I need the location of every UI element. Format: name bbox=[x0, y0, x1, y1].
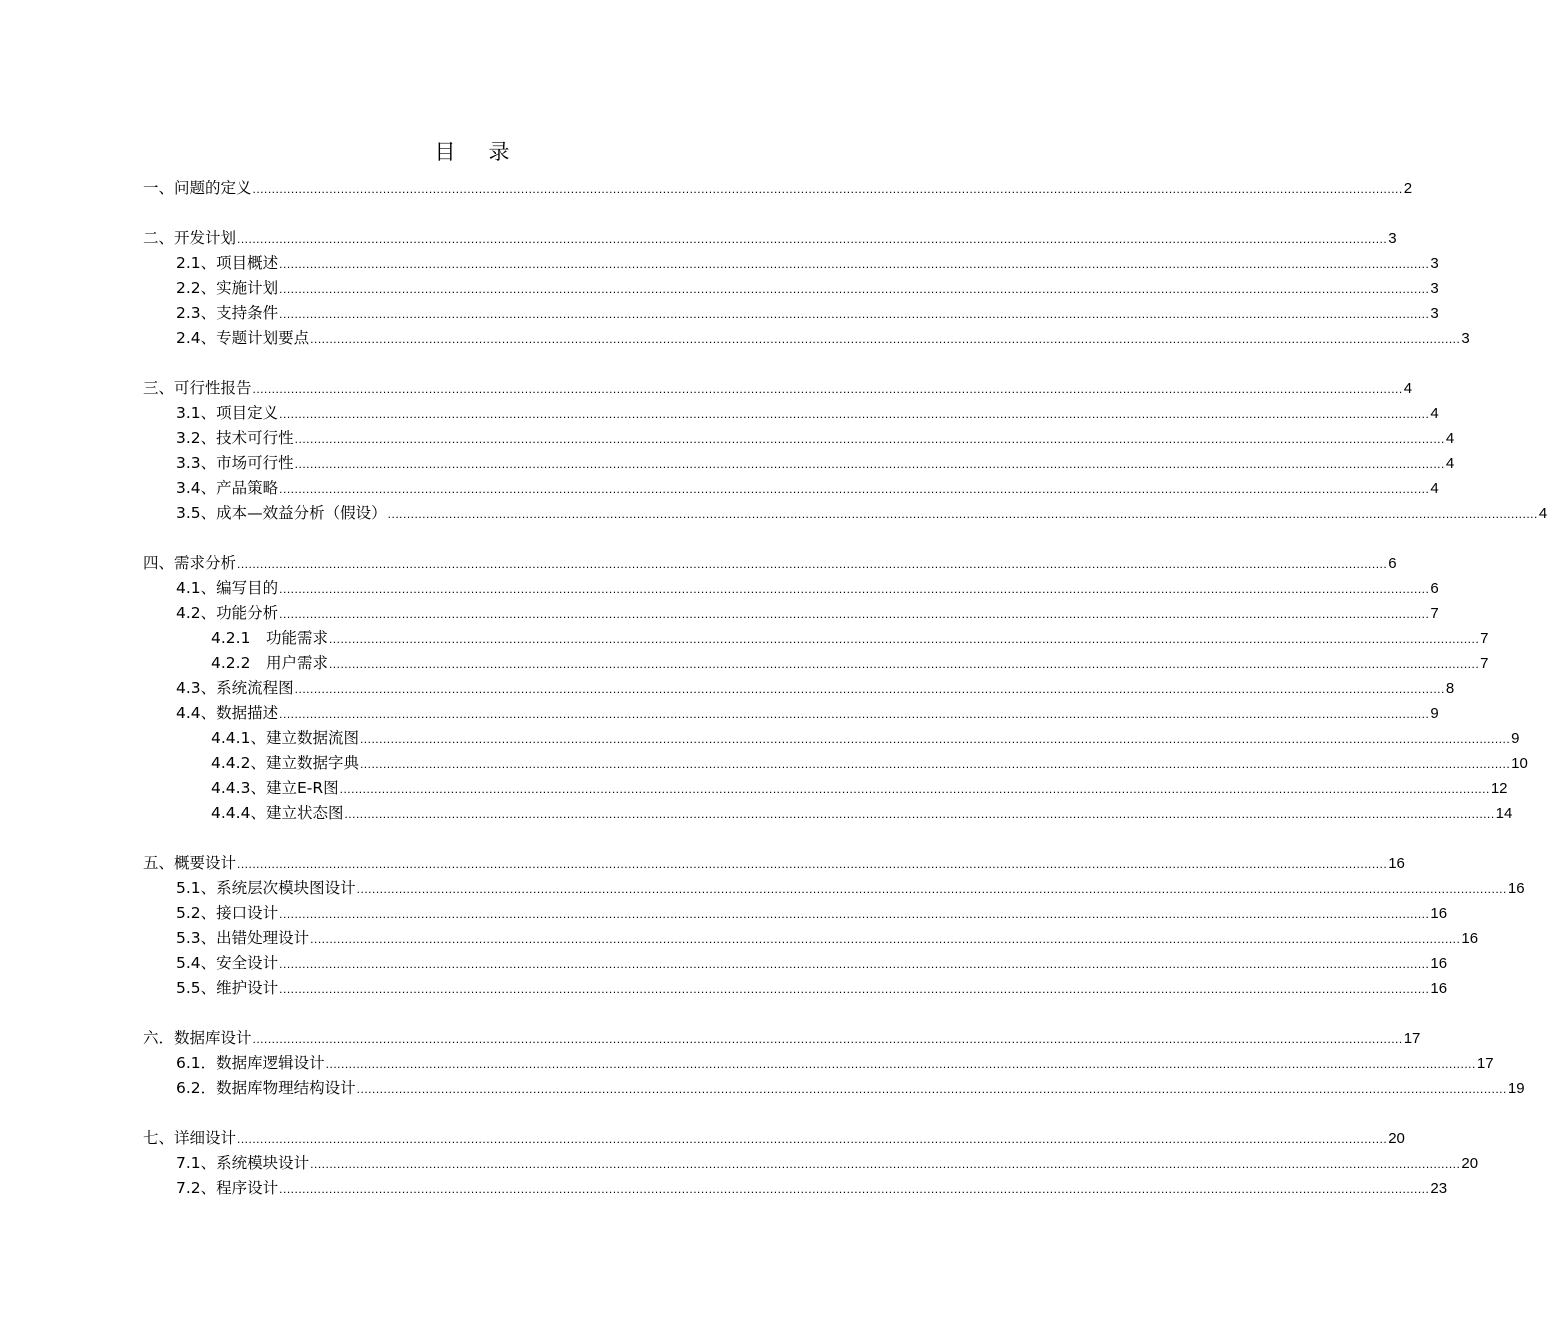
toc-entry-label: 4.4.1、建立数据流图 bbox=[211, 729, 359, 747]
toc-entry-label: 4.2、功能分析 bbox=[176, 604, 279, 622]
section-spacer bbox=[143, 1101, 806, 1126]
toc-entry-label: 4.4.3、建立E-R图 bbox=[211, 779, 339, 797]
section-spacer bbox=[143, 526, 806, 551]
toc-entry-page-number: 16 bbox=[1430, 955, 1448, 972]
toc-entry-label: 二、开发计划 bbox=[143, 229, 237, 247]
toc-entry[interactable] bbox=[143, 251, 1439, 276]
toc-entry-page-number: 6 bbox=[1430, 580, 1439, 597]
toc-entry-page-number: 16 bbox=[1461, 930, 1479, 947]
dot-leader: ............................................................................................................................................................................................................................................................................................................ bbox=[339, 782, 1490, 796]
toc-entry-label: 一、问题的定义 bbox=[143, 179, 252, 197]
dot-leader: ............................................................................................................................................................................................................................................................................................................ bbox=[279, 1182, 1430, 1196]
table-of-contents bbox=[143, 176, 1547, 1201]
toc-entry-page-number: 17 bbox=[1403, 1030, 1421, 1047]
toc-entry-page-number: 20 bbox=[1388, 1130, 1405, 1147]
dot-leader: ............................................................................................................................................................................................................................................................................................................ bbox=[279, 957, 1430, 971]
dot-leader: ............................................................................................................................................................................................................................................................................................................ bbox=[279, 982, 1430, 996]
dot-leader: ............................................................................................................................................................................................................................................................................................................ bbox=[294, 432, 1445, 446]
toc-entry-page-number: 23 bbox=[1430, 1180, 1448, 1197]
dot-leader: ............................................................................................................................................................................................................................................................................................................ bbox=[279, 482, 1430, 496]
toc-entry-page-number: 3 bbox=[1461, 330, 1470, 347]
toc-entry-label: 3.3、市场可行性 bbox=[176, 454, 294, 472]
dot-leader: ............................................................................................................................................................................................................................................................................................................ bbox=[325, 1057, 1476, 1071]
toc-entry[interactable] bbox=[143, 1126, 1405, 1151]
toc-entry[interactable] bbox=[143, 951, 1448, 976]
toc-entry-page-number: 4 bbox=[1403, 380, 1413, 397]
toc-entry-page-number: 7 bbox=[1430, 605, 1439, 622]
dot-leader: ............................................................................................................................................................................................................................................................................................................ bbox=[359, 757, 1511, 771]
toc-entry[interactable] bbox=[143, 376, 1413, 401]
section-spacer bbox=[143, 826, 806, 851]
toc-entry-page-number: 4 bbox=[1538, 505, 1547, 522]
toc-entry-label: 四、需求分析 bbox=[143, 554, 237, 572]
toc-entry-page-number: 16 bbox=[1430, 905, 1448, 922]
toc-entry-label: 7.1、系统模块设计 bbox=[176, 1154, 310, 1172]
toc-entry[interactable] bbox=[143, 501, 1547, 526]
toc-entry-label: 2.2、实施计划 bbox=[176, 279, 279, 297]
toc-entry-label: 六．数据库设计 bbox=[143, 1029, 252, 1047]
toc-entry[interactable] bbox=[143, 401, 1439, 426]
toc-entry[interactable] bbox=[143, 451, 1455, 476]
toc-entry-page-number: 6 bbox=[1388, 555, 1397, 572]
toc-entry[interactable] bbox=[143, 701, 1439, 726]
toc-entry[interactable] bbox=[143, 576, 1439, 601]
dot-leader: ............................................................................................................................................................................................................................................................................................................ bbox=[237, 232, 1388, 246]
toc-entry-label: 4.4、数据描述 bbox=[176, 704, 279, 722]
toc-entry-label: 三、可行性报告 bbox=[143, 379, 252, 397]
toc-entry-page-number: 14 bbox=[1495, 805, 1513, 822]
toc-entry[interactable] bbox=[143, 851, 1405, 876]
dot-leader: ............................................................................................................................................................................................................................................................................................................ bbox=[237, 1132, 1388, 1146]
toc-entry-page-number: 7 bbox=[1480, 655, 1489, 672]
toc-entry[interactable] bbox=[143, 976, 1448, 1001]
toc-entry-label: 3.1、项目定义 bbox=[176, 404, 279, 422]
toc-entry-label: 五、概要设计 bbox=[143, 854, 237, 872]
dot-leader: ............................................................................................................................................................................................................................................................................................................ bbox=[237, 557, 1388, 571]
toc-entry-label: 5.5、维护设计 bbox=[176, 979, 279, 997]
toc-entry[interactable] bbox=[143, 326, 1470, 351]
toc-entry-label: 6.2．数据库物理结构设计 bbox=[176, 1079, 356, 1097]
toc-entry-label: 6.1．数据库逻辑设计 bbox=[176, 1054, 325, 1072]
toc-entry[interactable] bbox=[143, 876, 1525, 901]
toc-entry[interactable] bbox=[143, 1076, 1525, 1101]
dot-leader: ............................................................................................................................................................................................................................................................................................................ bbox=[294, 457, 1445, 471]
toc-entry-label: 4.1、编写目的 bbox=[176, 579, 279, 597]
dot-leader: ............................................................................................................................................................................................................................................................................................................ bbox=[294, 682, 1445, 696]
toc-entry-page-number: 20 bbox=[1461, 1155, 1479, 1172]
toc-entry-label: 2.1、项目概述 bbox=[176, 254, 279, 272]
toc-entry-page-number: 19 bbox=[1507, 1080, 1525, 1097]
toc-entry-page-number: 7 bbox=[1480, 630, 1489, 647]
toc-entry-label: 5.4、安全设计 bbox=[176, 954, 279, 972]
dot-leader: ............................................................................................................................................................................................................................................................................................................ bbox=[387, 507, 1538, 521]
toc-entry-page-number: 17 bbox=[1476, 1055, 1494, 1072]
dot-leader: ............................................................................................................................................................................................................................................................................................................ bbox=[279, 707, 1430, 721]
toc-entry-label: 3.2、技术可行性 bbox=[176, 429, 294, 447]
toc-entry[interactable] bbox=[143, 1151, 1479, 1176]
toc-entry-page-number: 4 bbox=[1445, 455, 1455, 472]
toc-entry[interactable] bbox=[143, 551, 1397, 576]
dot-leader: ............................................................................................................................................................................................................................................................................................................ bbox=[279, 607, 1430, 621]
dot-leader: ............................................................................................................................................................................................................................................................................................................ bbox=[279, 582, 1430, 596]
toc-entry-page-number: 3 bbox=[1430, 305, 1439, 322]
dot-leader: ............................................................................................................................................................................................................................................................................................................ bbox=[252, 382, 1403, 396]
toc-entry-page-number: 3 bbox=[1388, 230, 1397, 247]
dot-leader: ............................................................................................................................................................................................................................................................................................................ bbox=[237, 857, 1388, 871]
toc-entry[interactable] bbox=[143, 776, 1508, 801]
dot-leader: ............................................................................................................................................................................................................................................................................................................ bbox=[344, 807, 1495, 821]
toc-entry-page-number: 9 bbox=[1511, 730, 1520, 747]
toc-entry-page-number: 16 bbox=[1507, 880, 1525, 897]
section-spacer bbox=[143, 201, 806, 226]
toc-entry-label: 2.3、支持条件 bbox=[176, 304, 279, 322]
toc-entry-label: 5.3、出错处理设计 bbox=[176, 929, 310, 947]
toc-entry-page-number: 3 bbox=[1430, 255, 1439, 272]
toc-entry-page-number: 4 bbox=[1430, 480, 1439, 497]
toc-entry-page-number: 2 bbox=[1403, 180, 1413, 197]
toc-entry[interactable] bbox=[143, 1176, 1448, 1201]
toc-entry[interactable] bbox=[143, 1026, 1421, 1051]
toc-entry-label: 4.2.1 功能需求 bbox=[211, 629, 328, 647]
toc-entry[interactable] bbox=[143, 676, 1455, 701]
toc-entry[interactable] bbox=[143, 276, 1439, 301]
toc-entry-page-number: 3 bbox=[1430, 280, 1439, 297]
toc-entry-page-number: 4 bbox=[1430, 405, 1439, 422]
toc-entry-page-number: 8 bbox=[1445, 680, 1455, 697]
dot-leader: ............................................................................................................................................................................................................................................................................................................ bbox=[279, 257, 1430, 271]
toc-entry-label: 4.3、系统流程图 bbox=[176, 679, 294, 697]
toc-entry-page-number: 16 bbox=[1430, 980, 1448, 997]
toc-entry-label: 3.5、成本—效益分析（假设） bbox=[176, 504, 387, 522]
dot-leader: ............................................................................................................................................................................................................................................................................................................ bbox=[310, 332, 1461, 346]
toc-entry-page-number: 4 bbox=[1445, 430, 1455, 447]
dot-leader: ............................................................................................................................................................................................................................................................................................................ bbox=[310, 932, 1461, 946]
toc-entry-label: 4.4.4、建立状态图 bbox=[211, 804, 344, 822]
toc-entry[interactable] bbox=[143, 751, 1528, 776]
toc-entry[interactable] bbox=[143, 226, 1397, 251]
toc-entry-label: 7.2、程序设计 bbox=[176, 1179, 279, 1197]
toc-entry[interactable] bbox=[143, 176, 1413, 201]
dot-leader: ............................................................................................................................................................................................................................................................................................................ bbox=[252, 1032, 1403, 1046]
toc-entry[interactable] bbox=[143, 901, 1448, 926]
toc-entry[interactable] bbox=[143, 601, 1439, 626]
toc-entry-page-number: 10 bbox=[1511, 755, 1528, 772]
dot-leader: ............................................................................................................................................................................................................................................................................................................ bbox=[328, 657, 1480, 671]
dot-leader: ............................................................................................................................................................................................................................................................................................................ bbox=[252, 182, 1403, 196]
toc-entry[interactable] bbox=[143, 926, 1479, 951]
toc-entry-label: 5.1、系统层次模块图设计 bbox=[176, 879, 356, 897]
page-title: 目 录 bbox=[434, 140, 516, 164]
toc-entry-label: 2.4、专题计划要点 bbox=[176, 329, 310, 347]
toc-entry-label: 4.2.2 用户需求 bbox=[211, 654, 328, 672]
dot-leader: ............................................................................................................................................................................................................................................................................................................ bbox=[328, 632, 1480, 646]
toc-entry-label: 3.4、产品策略 bbox=[176, 479, 279, 497]
toc-entry[interactable] bbox=[143, 1051, 1494, 1076]
toc-entry-label: 4.4.2、建立数据字典 bbox=[211, 754, 359, 772]
section-spacer bbox=[143, 1001, 806, 1026]
toc-entry-page-number: 9 bbox=[1430, 705, 1439, 722]
dot-leader: ............................................................................................................................................................................................................................................................................................................ bbox=[356, 1082, 1507, 1096]
dot-leader: ............................................................................................................................................................................................................................................................................................................ bbox=[279, 407, 1430, 421]
toc-entry[interactable] bbox=[143, 301, 1439, 326]
dot-leader: ............................................................................................................................................................................................................................................................................................................ bbox=[359, 732, 1511, 746]
toc-entry-label: 5.2、接口设计 bbox=[176, 904, 279, 922]
dot-leader: ............................................................................................................................................................................................................................................................................................................ bbox=[279, 907, 1430, 921]
toc-entry[interactable] bbox=[143, 651, 1489, 676]
dot-leader: ............................................................................................................................................................................................................................................................................................................ bbox=[310, 1157, 1461, 1171]
toc-entry-page-number: 12 bbox=[1490, 780, 1508, 797]
toc-entry[interactable] bbox=[143, 626, 1489, 651]
dot-leader: ............................................................................................................................................................................................................................................................................................................ bbox=[356, 882, 1507, 896]
section-spacer bbox=[143, 351, 806, 376]
toc-entry[interactable] bbox=[143, 476, 1439, 501]
toc-entry[interactable] bbox=[143, 426, 1455, 451]
toc-entry[interactable] bbox=[143, 726, 1520, 751]
dot-leader: ............................................................................................................................................................................................................................................................................................................ bbox=[279, 282, 1430, 296]
toc-entry[interactable] bbox=[143, 801, 1513, 826]
dot-leader: ............................................................................................................................................................................................................................................................................................................ bbox=[279, 307, 1430, 321]
toc-entry-label: 七、详细设计 bbox=[143, 1129, 237, 1147]
toc-entry-page-number: 16 bbox=[1388, 855, 1405, 872]
